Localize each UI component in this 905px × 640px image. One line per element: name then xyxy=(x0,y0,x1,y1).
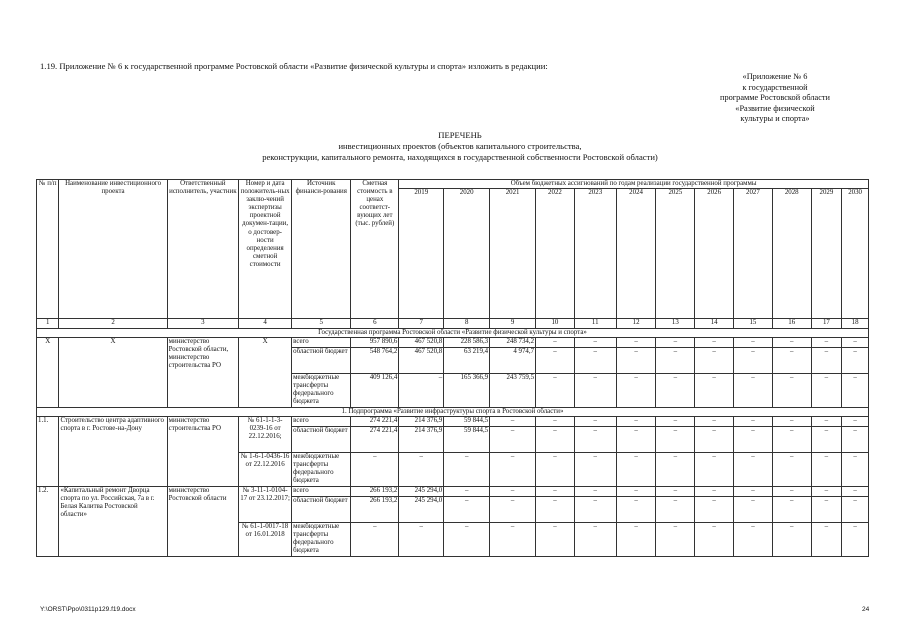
budget-value: – xyxy=(574,523,616,557)
budget-value: 467 520,8 xyxy=(399,338,444,348)
header-executor: Ответственный исполнитель, участник xyxy=(167,180,238,319)
appendix-line: «Приложение № 6 xyxy=(742,72,808,81)
subprogram-title: 1. Подпрограмма «Развитие инфраструктуры спорта в Ростовской области» xyxy=(37,408,869,417)
estimated-cost: 266 193,2 xyxy=(351,487,399,497)
budget-value: – xyxy=(616,487,656,497)
budget-value: – xyxy=(842,497,869,523)
project-executor: министерство Ростовской области xyxy=(167,487,238,557)
header-year: 2030 xyxy=(842,189,869,319)
document-heading xyxy=(160,130,760,164)
budget-value: – xyxy=(656,374,695,408)
budget-value: – xyxy=(772,497,811,523)
column-number: 7 xyxy=(399,319,444,329)
budget-value: – xyxy=(656,497,695,523)
budget-value: – xyxy=(444,487,490,497)
header-year: 2020 xyxy=(444,189,490,319)
budget-value: – xyxy=(536,523,575,557)
budget-value: – xyxy=(695,453,734,487)
budget-value: – xyxy=(842,523,869,557)
budget-value: – xyxy=(811,427,842,453)
budget-value: – xyxy=(695,523,734,557)
column-number: 5 xyxy=(292,319,351,329)
project-name: Строительство центра адаптивного спорта в г. Ростове-на-Дону xyxy=(59,417,167,487)
budget-value: – xyxy=(734,417,773,427)
budget-value: – xyxy=(656,487,695,497)
budget-value: – xyxy=(536,487,575,497)
budget-value: – xyxy=(842,338,869,348)
budget-value: – xyxy=(734,374,773,408)
column-number: 13 xyxy=(656,319,695,329)
budget-value: – xyxy=(490,417,536,427)
funding-source: областной бюджет xyxy=(292,427,351,453)
budget-value: – xyxy=(842,348,869,374)
budget-value: – xyxy=(811,523,842,557)
project-name: «Капитальный ремонт Дворца спорта по ул. Российская, 7а в г. Белая Калитва Ростовской области» xyxy=(59,487,167,557)
budget-value: – xyxy=(616,348,656,374)
header-year: 2025 xyxy=(656,189,695,319)
header-year: 2026 xyxy=(695,189,734,319)
appendix-line: культуры и спорта» xyxy=(740,114,810,124)
budget-value: – xyxy=(811,497,842,523)
column-number: 14 xyxy=(695,319,734,329)
project-expertise-a: № 61-1-1-3-0239-16 от 22.12.2016; xyxy=(239,417,292,453)
budget-value: – xyxy=(656,417,695,427)
budget-value: – xyxy=(616,453,656,487)
budget-value: – xyxy=(656,453,695,487)
budget-value: – xyxy=(656,348,695,374)
budget-value: – xyxy=(772,523,811,557)
budget-value: – xyxy=(772,338,811,348)
funding-source: межбюджетные трансферты федерального бюджета xyxy=(292,453,351,487)
program-title: Государственная программа Ростовской области «Развитие физической культуры и спорта» xyxy=(37,329,869,338)
header-year: 2022 xyxy=(536,189,575,319)
project-row xyxy=(37,417,869,427)
funding-source: всего xyxy=(292,417,351,427)
appendix-line: к государственной xyxy=(742,82,808,92)
budget-value: 214 376,9 xyxy=(399,417,444,427)
budget-value: – xyxy=(811,487,842,497)
budget-value: – xyxy=(695,374,734,408)
budget-value: – xyxy=(574,348,616,374)
appendix-caption xyxy=(690,72,860,125)
budget-value: – xyxy=(536,497,575,523)
budget-value: – xyxy=(536,417,575,427)
budget-value: – xyxy=(695,497,734,523)
header-year: 2021 xyxy=(490,189,536,319)
column-number: 16 xyxy=(772,319,811,329)
column-number: 10 xyxy=(536,319,575,329)
funding-source: межбюджетные трансферты федерального бюджета xyxy=(292,374,351,408)
estimated-cost: 266 193,2 xyxy=(351,497,399,523)
budget-value: – xyxy=(490,487,536,497)
header-estimated-cost: Сметная стоимость в ценах соответст-вующих лет (тыс. рублей) xyxy=(351,180,399,319)
budget-value: – xyxy=(772,453,811,487)
budget-value: – xyxy=(842,427,869,453)
budget-value: – xyxy=(444,453,490,487)
budget-value: – xyxy=(616,417,656,427)
program-title-row xyxy=(37,329,869,338)
budget-value: – xyxy=(811,348,842,374)
page-number: 24 xyxy=(862,606,870,613)
column-number: 8 xyxy=(444,319,490,329)
budget-value: 248 734,2 xyxy=(490,338,536,348)
budget-value: – xyxy=(695,338,734,348)
budget-value: – xyxy=(490,523,536,557)
budget-value: 59 844,5 xyxy=(444,417,490,427)
budget-value: – xyxy=(490,427,536,453)
estimated-cost: 274 221,4 xyxy=(351,417,399,427)
budget-value: – xyxy=(772,417,811,427)
budget-value: – xyxy=(574,487,616,497)
budget-value: – xyxy=(616,374,656,408)
heading-title: ПЕРЕЧЕНЬ xyxy=(438,130,482,140)
budget-value: – xyxy=(656,523,695,557)
budget-value: – xyxy=(399,523,444,557)
subprogram-title-row xyxy=(37,408,869,417)
header-num: № п/п xyxy=(37,180,59,319)
project-expertise-b: № 61-1-0017-18 от 16.01.2018 xyxy=(239,523,292,557)
program-row xyxy=(37,338,869,348)
budget-value: – xyxy=(772,374,811,408)
funding-source: всего xyxy=(292,487,351,497)
program-num: Х xyxy=(37,338,59,408)
budget-value: 245 294,0 xyxy=(399,497,444,523)
budget-value: – xyxy=(444,523,490,557)
program-executor: министерство Ростовской области, министерство строительства РО xyxy=(167,338,238,408)
project-num: 1.1. xyxy=(37,417,59,487)
budget-value: – xyxy=(811,374,842,408)
header-project-name: Наименование инвестиционного проекта xyxy=(59,180,167,319)
column-number: 15 xyxy=(734,319,773,329)
budget-value: 228 586,3 xyxy=(444,338,490,348)
budget-value: – xyxy=(536,374,575,408)
budget-value: 243 759,5 xyxy=(490,374,536,408)
budget-value: – xyxy=(536,338,575,348)
column-number-row xyxy=(37,319,869,329)
budget-value: – xyxy=(490,497,536,523)
budget-value: – xyxy=(842,417,869,427)
estimated-cost: 274 221,4 xyxy=(351,427,399,453)
budget-value: – xyxy=(536,453,575,487)
column-number: 12 xyxy=(616,319,656,329)
column-number: 2 xyxy=(59,319,167,329)
budget-value: 214 376,9 xyxy=(399,427,444,453)
budget-value: – xyxy=(656,427,695,453)
budget-value: – xyxy=(772,427,811,453)
budget-value: – xyxy=(811,338,842,348)
program-name: Х xyxy=(59,338,167,408)
column-number: 17 xyxy=(811,319,842,329)
investment-projects-table xyxy=(36,179,869,557)
header-year: 2019 xyxy=(399,189,444,319)
budget-value: – xyxy=(574,374,616,408)
header-year: 2029 xyxy=(811,189,842,319)
budget-value: – xyxy=(734,453,773,487)
budget-value: – xyxy=(399,374,444,408)
budget-value: – xyxy=(842,453,869,487)
column-number: 3 xyxy=(167,319,238,329)
estimated-cost: 548 764,2 xyxy=(351,348,399,374)
budget-value: – xyxy=(574,427,616,453)
budget-value: 59 844,5 xyxy=(444,427,490,453)
budget-value: – xyxy=(399,453,444,487)
budget-value: 165 366,9 xyxy=(444,374,490,408)
budget-value: – xyxy=(811,417,842,427)
project-row xyxy=(37,487,869,497)
funding-source: всего xyxy=(292,338,351,348)
funding-source: областной бюджет xyxy=(292,497,351,523)
estimated-cost: – xyxy=(351,453,399,487)
budget-value: – xyxy=(695,487,734,497)
budget-value: 4 974,7 xyxy=(490,348,536,374)
budget-value: – xyxy=(811,453,842,487)
funding-source: областной бюджет xyxy=(292,348,351,374)
header-year: 2024 xyxy=(616,189,656,319)
budget-value: – xyxy=(842,374,869,408)
budget-value: – xyxy=(574,417,616,427)
header-year: 2027 xyxy=(734,189,773,319)
project-expertise-b: № 1-6-1-0436-16 от 22.12.2016 xyxy=(239,453,292,487)
column-number: 4 xyxy=(239,319,292,329)
column-number: 18 xyxy=(842,319,869,329)
budget-value: – xyxy=(734,523,773,557)
estimated-cost: – xyxy=(351,523,399,557)
budget-value: – xyxy=(574,497,616,523)
budget-value: – xyxy=(772,348,811,374)
column-number: 6 xyxy=(351,319,399,329)
project-expertise-a: № 3-11-1-0104-17 от 23.12.2017; xyxy=(239,487,292,523)
heading-line: реконструкции, капитального ремонта, находящихся в государственной собственности Ростовской области) xyxy=(262,152,658,163)
budget-value: – xyxy=(734,497,773,523)
header-year: 2023 xyxy=(574,189,616,319)
budget-value: – xyxy=(616,338,656,348)
column-number: 9 xyxy=(490,319,536,329)
program-expertise: Х xyxy=(239,338,292,408)
budget-value: 245 294,0 xyxy=(399,487,444,497)
budget-value: – xyxy=(444,497,490,523)
header-budget-volume: Объем бюджетных ассигнований по годам реализации государственной программы xyxy=(399,180,869,189)
budget-value: – xyxy=(656,338,695,348)
column-number: 11 xyxy=(574,319,616,329)
header-year: 2028 xyxy=(772,189,811,319)
budget-value: – xyxy=(842,487,869,497)
header-row xyxy=(37,180,869,189)
budget-value: – xyxy=(734,348,773,374)
budget-value: – xyxy=(616,497,656,523)
budget-value: – xyxy=(574,453,616,487)
budget-value: – xyxy=(695,348,734,374)
estimated-cost: 957 890,6 xyxy=(351,338,399,348)
project-executor: министерство строительства РО xyxy=(167,417,238,487)
estimated-cost: 409 126,4 xyxy=(351,374,399,408)
column-number: 1 xyxy=(37,319,59,329)
budget-value: 63 219,4 xyxy=(444,348,490,374)
intro-paragraph: 1.19. Приложение № 6 к государственной программе Ростовской области «Развитие физической культуры и спорта» изложить в редакции: xyxy=(40,61,548,71)
budget-value: – xyxy=(734,338,773,348)
budget-value: – xyxy=(734,427,773,453)
budget-value: – xyxy=(490,453,536,487)
appendix-line: программе Ростовской области xyxy=(720,93,830,103)
budget-value: – xyxy=(536,427,575,453)
header-funding-source: Источник финанси-рования xyxy=(292,180,351,319)
budget-value: – xyxy=(536,348,575,374)
funding-source: межбюджетные трансферты федерального бюджета xyxy=(292,523,351,557)
budget-value: – xyxy=(695,417,734,427)
heading-line: инвестиционных проектов (объектов капитального строительства, xyxy=(338,141,582,152)
budget-value: – xyxy=(772,487,811,497)
budget-value: 467 520,8 xyxy=(399,348,444,374)
budget-value: – xyxy=(734,487,773,497)
budget-value: – xyxy=(616,523,656,557)
appendix-line: «Развитие физической xyxy=(735,103,815,113)
header-expertise: Номер и дата положитель-ных заклю-чений экспертизы проектной докумен-тации, о достовер-ности определения сметной стоимости xyxy=(239,180,292,319)
budget-value: – xyxy=(574,338,616,348)
budget-value: – xyxy=(616,427,656,453)
footer-file-path: Y:\ORST\Ppo\0311p129.f19.docx xyxy=(40,606,136,613)
project-num: 1.2. xyxy=(37,487,59,557)
budget-value: – xyxy=(695,427,734,453)
